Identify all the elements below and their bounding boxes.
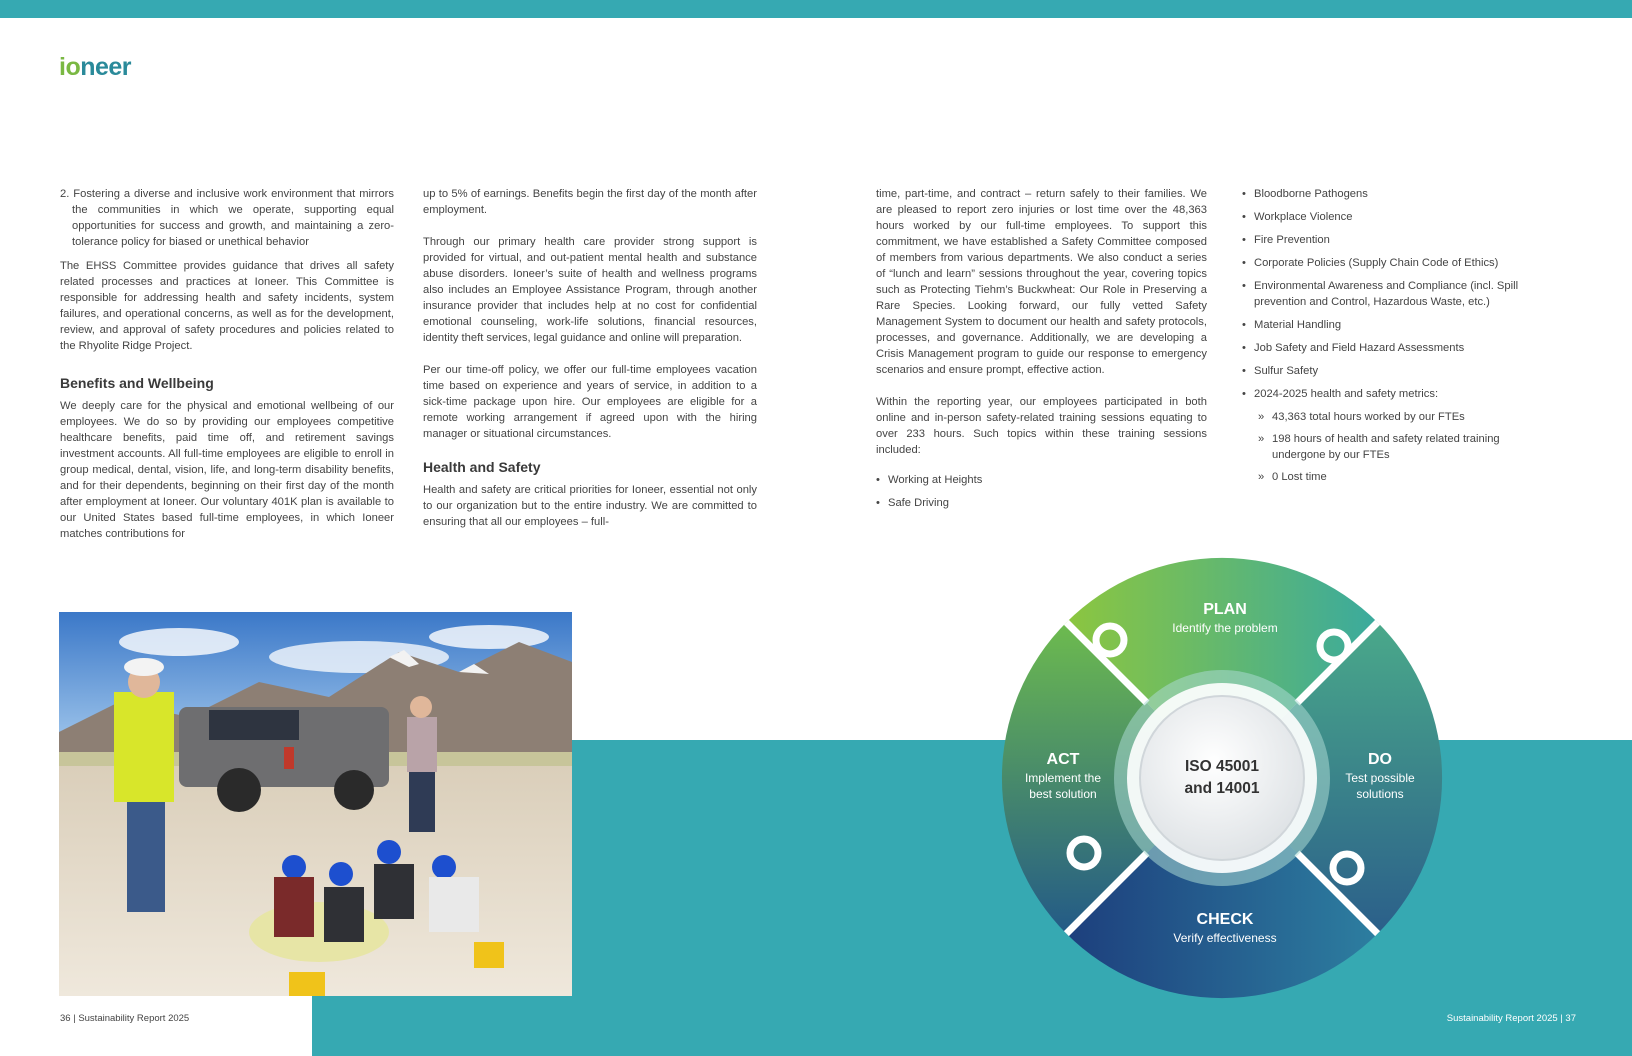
act-description-line1: Implement the — [1024, 771, 1102, 785]
iso-line1: ISO 45001 — [1184, 758, 1260, 775]
do-title: DO — [1368, 751, 1392, 768]
benefits-heading: Benefits and Wellbeing — [60, 375, 214, 391]
logo-part-neer: neer — [80, 53, 132, 81]
right-column-2 — [1242, 186, 1542, 491]
time-off-paragraph: Per our time-off policy, we offer our full-time employees vacation time based on experience and years of service, in addition to a sick-time package upon hire. Our employees are eligible for a remote working arrangement if agreed upon with the hiring manager or situational circumstances. — [423, 364, 757, 440]
mental-health-paragraph: Through our primary health care provider strong support is provided for virtual, and out-patient mental health and substance abuse disorders. Ioneer’s suite of health and wellness programs also includes an Employee Assistance Program, through another insurance provider that includes help at no cost for confidential emotional counseling, work-life solutions, financial resources, identity theft services, legal guidance and online will preparation. — [423, 236, 757, 344]
training-topics-list-continued — [1242, 186, 1542, 402]
benefits-start-paragraph: up to 5% of earnings. Benefits begin the first day of the month after employment. — [423, 188, 757, 216]
plan-label — [1140, 600, 1310, 636]
list-item: » 43,363 total hours worked by our FTEs — [1258, 409, 1542, 425]
list-item: » 0 Lost time — [1258, 469, 1542, 485]
list-item-2: 2. Fostering a diverse and inclusive work environment that mirrors the communities in which we operate, supporting equal opportunities for success and growth, and maintaining a zero-tolerance policy for biased or unethical behavior — [60, 188, 394, 248]
ehss-paragraph: The EHSS Committee provides guidance that drives all safety related processes and practices at Ioneer. This Committee is responsible for addressing health and safety incidents, system failures, and operational concerns, as well as for the development, review, and approval of safety procedures and policies related to the Rhyolite Ridge Project. — [60, 260, 394, 352]
list-item: • Workplace Violence — [1242, 209, 1542, 225]
plan-title: PLAN — [1203, 601, 1247, 618]
list-item: • Sulfur Safety — [1242, 363, 1542, 379]
check-description: Verify effectiveness — [1173, 931, 1277, 945]
list-item: • 2024-2025 health and safety metrics: — [1242, 386, 1542, 402]
do-label — [1330, 750, 1430, 802]
training-paragraph: Within the reporting year, our employees participated in both online and in-person safety-related training sessions equating to over 233 hours. Such topics within these training sessions included: — [876, 396, 1207, 456]
left-page-footer: 36 | Sustainability Report 2025 — [60, 1013, 190, 1024]
top-accent-bar — [0, 0, 1632, 18]
health-safety-paragraph: Health and safety are critical priorities for Ioneer, essential not only to our organization but to the entire industry. We are committed to ensuring that all our employees – full- — [423, 484, 757, 528]
left-column-2 — [423, 186, 757, 546]
health-safety-heading: Health and Safety — [423, 459, 541, 475]
training-topics-list — [876, 472, 1207, 511]
check-label — [1140, 910, 1310, 946]
safety-commitment-paragraph: time, part-time, and contract – return safely to their families. We are pleased to report zero injuries or lost time over the 48,363 hours worked by our full-time employees. To support this commitment, we have established a Safety Committee composed of members from various departments. We also conduct a series of “lunch and learn” sessions throughout the year, covering topics such as Protecting Tiehm’s Buckwheat: Our Role in Preserving a Rare Species. Looking forward, our fully vetted Safety Management System to document our health and safety protocols, processes, and governance. Additionally, we are developing a Crisis Management program to guide our response to emergency scenarios and ensure prompt, effective action. — [876, 188, 1207, 376]
list-item: • Safe Driving — [876, 495, 1207, 511]
plan-description: Identify the problem — [1172, 621, 1278, 635]
list-item: • Working at Heights — [876, 472, 1207, 488]
logo-part-io: io — [59, 53, 81, 81]
list-item: • Material Handling — [1242, 317, 1542, 333]
benefits-paragraph: We deeply care for the physical and emotional wellbeing of our employees. We do so by providing our employees competitive healthcare benefits, paid time off, and retirement savings investment accounts. All full-time employees are eligible to enroll in group medical, dental, vision, life, and long-term disability benefits, and for their dependents, beginning on their first day of the month after employment at Ioneer. Our voluntary 401K plan is available to our United States based full-time employees, in which Ioneer matches contributions for — [60, 400, 394, 540]
right-column-1 — [876, 186, 1207, 518]
metrics-sublist — [1258, 409, 1542, 485]
act-description-line2: best solution — [1029, 787, 1097, 801]
iso-center-label — [1132, 756, 1312, 800]
ioneer-logo — [59, 53, 131, 82]
list-item: • Job Safety and Field Hazard Assessments — [1242, 340, 1542, 356]
iso-line2: and 14001 — [1184, 780, 1260, 797]
do-description-line1: Test possible — [1345, 771, 1415, 785]
act-label — [1008, 750, 1118, 802]
list-item: • Corporate Policies (Supply Chain Code of Ethics) — [1242, 255, 1542, 271]
field-team-photo — [59, 612, 572, 996]
check-title: CHECK — [1196, 911, 1254, 928]
list-item: • Environmental Awareness and Compliance (incl. Spill prevention and Control, Hazardous Waste, etc.) — [1242, 278, 1542, 310]
left-column-1 — [60, 186, 394, 558]
act-title: ACT — [1046, 751, 1080, 768]
do-description-line2: solutions — [1356, 787, 1404, 801]
list-item: • Fire Prevention — [1242, 232, 1542, 248]
list-item: • Bloodborne Pathogens — [1242, 186, 1542, 202]
right-page-footer: Sustainability Report 2025 | 37 — [1446, 1013, 1576, 1024]
list-item: » 198 hours of health and safety related training undergone by our FTEs — [1258, 431, 1542, 463]
